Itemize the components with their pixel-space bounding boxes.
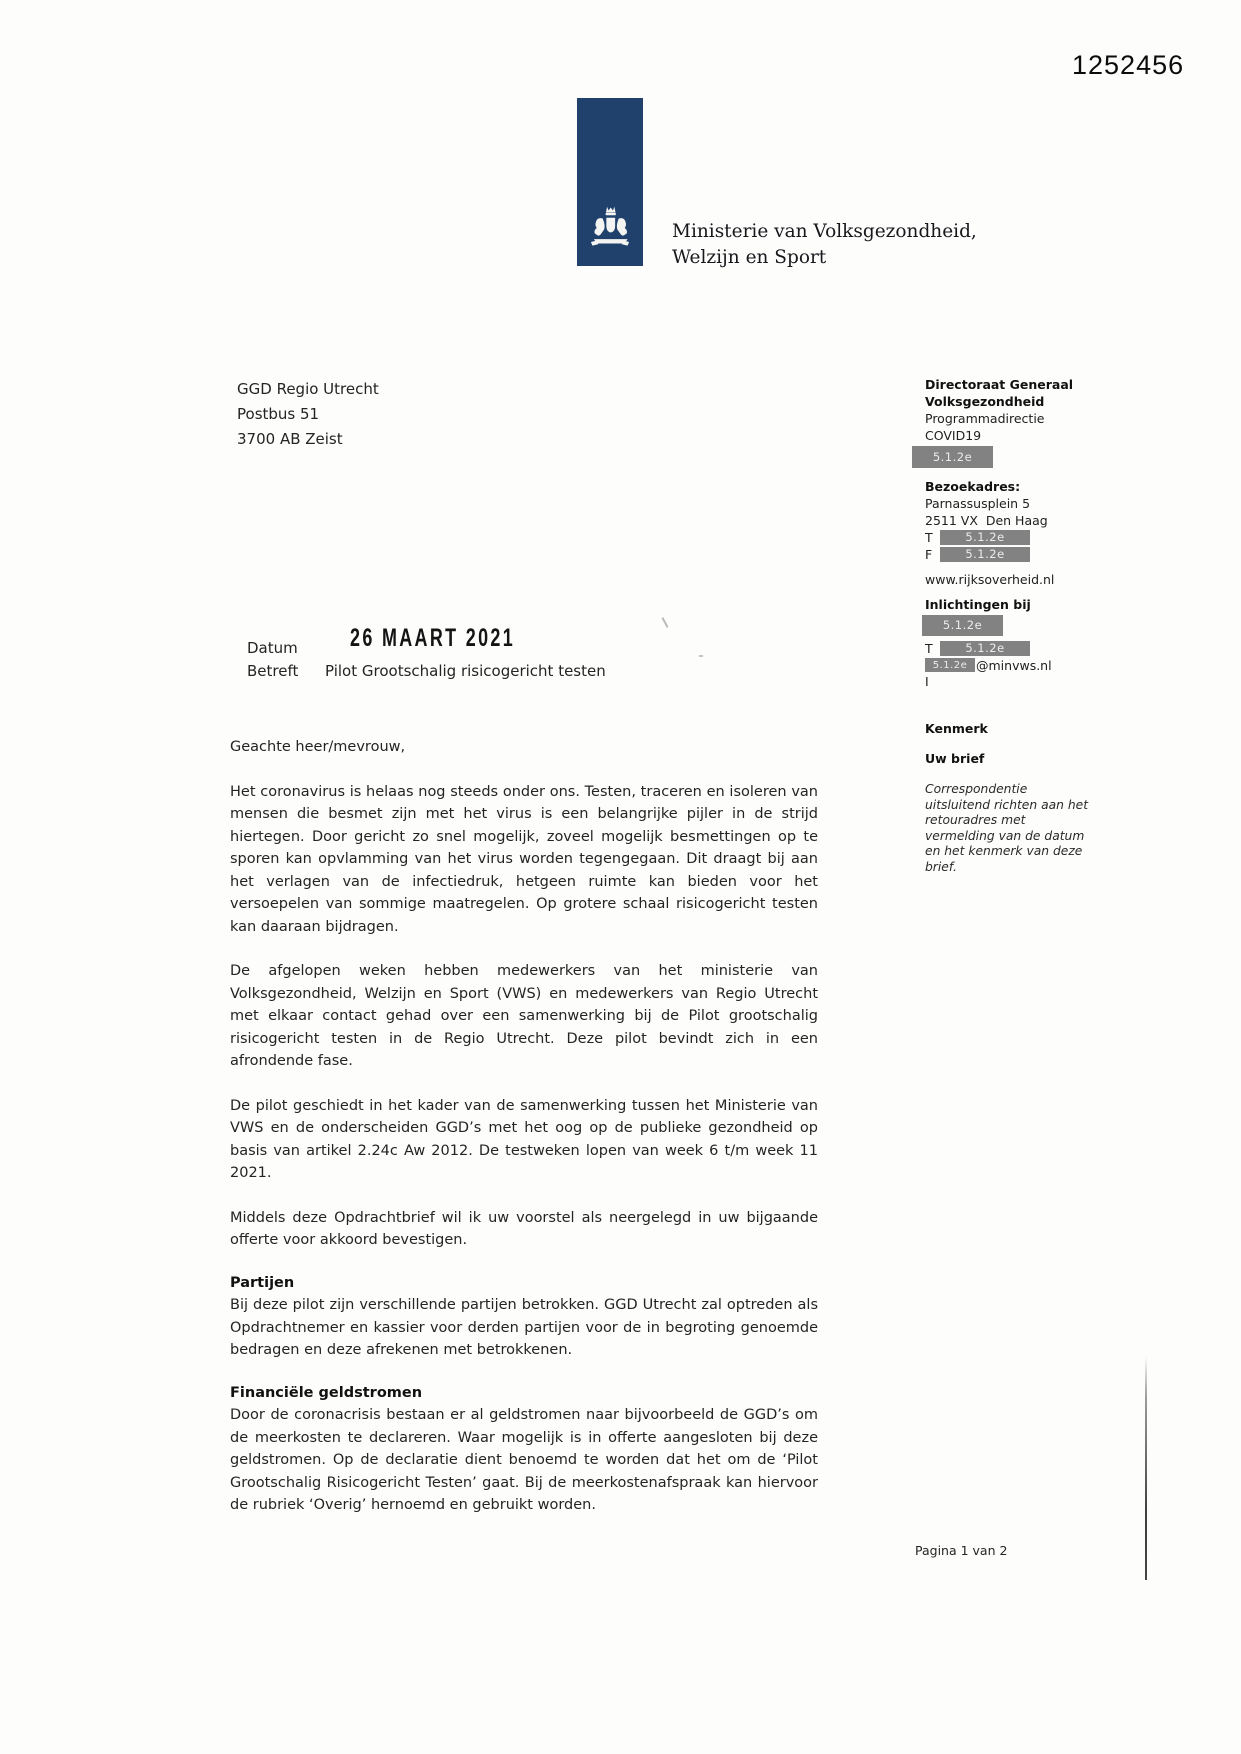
redaction-box: 5.1.2e	[940, 547, 1030, 562]
programme-directorate: Programmadirectie COVID19	[925, 411, 1045, 443]
ministry-name-line1: Ministerie van Volksgezondheid,	[672, 221, 977, 242]
scan-artifact-mark	[699, 655, 703, 657]
section-heading-partijen: Partijen	[230, 1274, 295, 1291]
visiting-address-label: Bezoekadres:	[925, 479, 1021, 494]
email-row	[925, 657, 1101, 673]
redaction-box: 5.1.2e	[940, 530, 1030, 545]
website-url: www.rijksoverheid.nl	[925, 572, 1055, 587]
phone-label: T	[925, 529, 933, 545]
fax-row	[925, 546, 1101, 562]
letter-body	[230, 736, 818, 1517]
visiting-address-street: Parnassusplein 5	[925, 496, 1031, 511]
document-number: 1252456	[1072, 50, 1185, 80]
paragraph: De pilot geschiedt in het kader van de samenwerking tussen het Ministerie van VWS en de onderscheiden GGD’s met het oog op de publieke gezondheid op basis van artikel 2.24c Aw 2012. De testweken lopen van week 6 t/m week 11 2021.	[230, 1097, 818, 1181]
paragraph: Het coronavirus is helaas nog steeds onder ons. Testen, traceren en isoleren van mensen die besmet zijn met het virus is een belangrijke pijler in de strijd hiertegen. Door gericht zo snel mogelijk, zoveel mogelijk besmettingen op te sporen kan opvlamming van het virus worden tegengegaan. Dit draagt bij aan het verlagen van de infectiedruk, hetgeen ruimte kan bieden voor het versoepelen van sommige maatregelen. Op grotere schaal risicogericht testen kan daaraan bijdragen.	[230, 783, 818, 935]
recipient-line: Postbus 51	[237, 405, 320, 423]
datum-label: Datum	[247, 639, 298, 657]
redaction-box: 5.1.2e	[922, 615, 1003, 636]
dutch-coat-of-arms-icon	[588, 205, 632, 257]
recipient-address	[237, 377, 379, 452]
paragraph: Door de coronacrisis bestaan er al geldstromen naar bijvoorbeeld de GGD’s om de meerkosten te declareren. Waar mogelijk is in offerte aangesloten bij deze geldstromen. Op de declaratie dient benoemd te worden dat het om de ‘Pilot Grootschalig Risicogericht Testen’ gaat. Bij de meerkostenafspraak kan hiervoor de rubriek ‘Overig’ hernoemd en gebruikt worden.	[230, 1407, 818, 1513]
correspondence-note: Correspondentie uitsluitend richten aan het retouradres met vermelding van de datum en het kenmerk van deze brief.	[925, 782, 1089, 874]
email-suffix: @minvws.nl	[976, 657, 1052, 673]
salutation: Geachte heer/mevrouw,	[230, 739, 406, 755]
recipient-line: 3700 AB Zeist	[237, 430, 343, 448]
redaction-box: 5.1.2e	[940, 641, 1030, 656]
ministry-name-line2: Welzijn en Sport	[672, 247, 827, 268]
scan-artifact-mark	[662, 617, 669, 628]
paragraph: Middels deze Opdrachtbrief wil ik uw voorstel als neergelegd in uw bijgaande offerte voor akkoord bevestigen.	[230, 1209, 818, 1248]
page-number: Pagina 1 van 2	[915, 1543, 1008, 1558]
directorate-name: Directoraat Generaal	[925, 377, 1074, 392]
phone-row	[925, 529, 1101, 545]
paragraph: De afgelopen weken hebben medewerkers van het ministerie van Volksgezondheid, Welzijn en Sport (VWS) en medewerkers van Regio Utrecht met elkaar contact gehad over een samenwerking bij de Pilot grootschalig risicogericht testen in de Regio Utrecht. Deze pilot bevindt zich in een afrondende fase.	[230, 963, 818, 1069]
redaction-box: 5.1.2e	[912, 446, 993, 468]
uw-brief-label: Uw brief	[925, 751, 985, 766]
betreft-value: Pilot Grootschalig risicogericht testen	[325, 662, 606, 680]
fax-label: F	[925, 546, 933, 562]
paragraph: Bij deze pilot zijn verschillende partijen betrokken. GGD Utrecht zal optreden als Opdrachtnemer en kassier voor derden partijen voor de in begroting genoemde bedragen en deze afrekenen met betrokkenen.	[230, 1297, 818, 1358]
date-stamp: 26 MAART 2021	[350, 623, 516, 652]
betreft-label: Betreft	[247, 662, 299, 680]
rijksoverheid-logo-banner	[577, 98, 643, 266]
phone-label: T	[925, 640, 933, 656]
redaction-box: 5.1.2e	[925, 658, 975, 672]
internet-label: I	[925, 674, 929, 689]
section-heading-financiele-geldstromen: Financiële geldstromen	[230, 1384, 423, 1401]
scan-artifact-line	[1145, 1356, 1147, 1580]
inquiries-label: Inlichtingen bij	[925, 597, 1031, 612]
kenmerk-label: Kenmerk	[925, 721, 988, 736]
phone-row	[925, 640, 1101, 656]
ministry-name	[672, 219, 977, 271]
visiting-address-city: 2511 VX Den Haag	[925, 513, 1048, 528]
directorate-name: Volksgezondheid	[925, 394, 1045, 409]
recipient-line: GGD Regio Utrecht	[237, 380, 379, 398]
sidebar	[925, 376, 1101, 875]
